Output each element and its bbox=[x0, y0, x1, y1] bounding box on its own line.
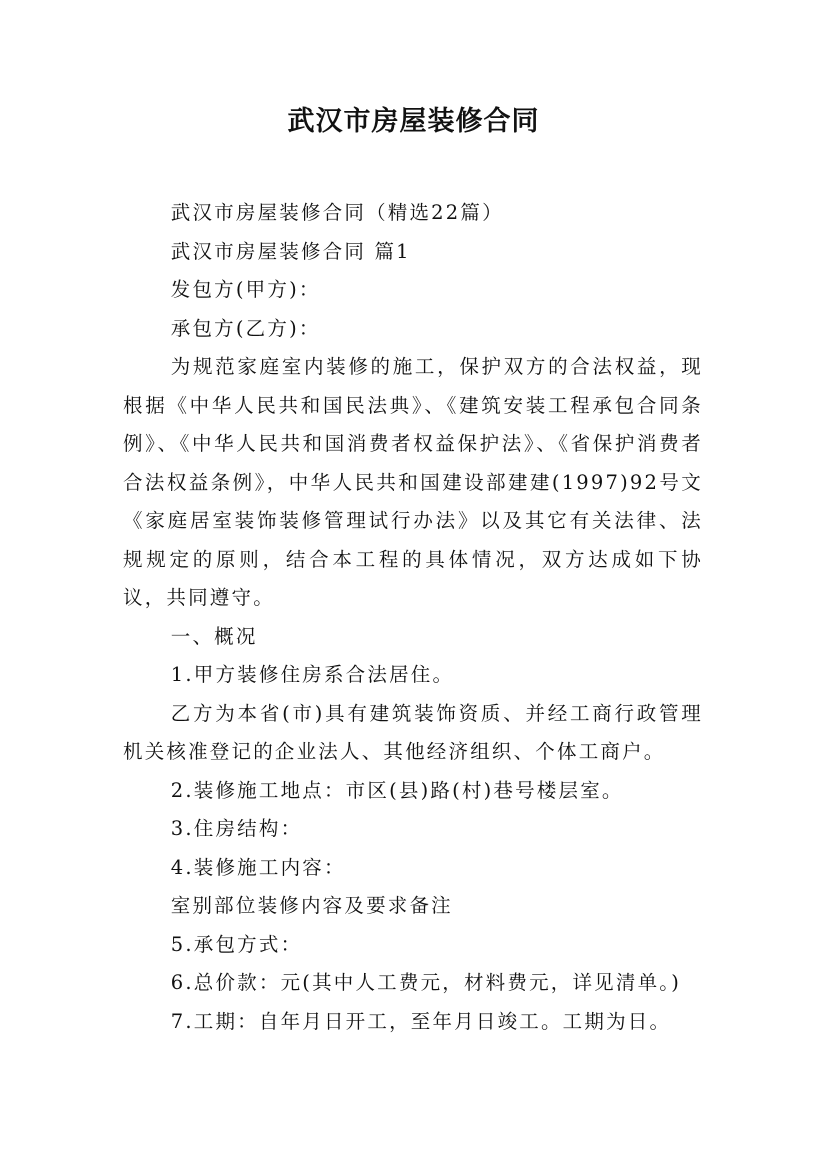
party-a-line: 发包方(甲方)： bbox=[170, 278, 321, 301]
clause-7-schedule: 7.工期：自年月日开工，至年月日竣工。工期为日。 bbox=[170, 1009, 672, 1033]
clause-4-content: 4.装修施工内容： bbox=[170, 855, 346, 879]
party-b-line: 承包方(乙方)： bbox=[170, 316, 321, 340]
clause-6-total-price: 6.总价款：元(其中人工费元，材料费元，详见清单。) bbox=[170, 971, 682, 994]
clause-contractor-qualification: 乙方为本省(市)具有建筑装饰资质、并经工商行政管理机关核准登记的企业法人、其他经济组织、个体工商户。 bbox=[123, 701, 703, 763]
document-title: 武汉市房屋装修合同 bbox=[287, 106, 540, 137]
subtitle-collection: 武汉市房屋装修合同（精选22篇） bbox=[170, 201, 504, 224]
clause-3-structure: 3.住房结构： bbox=[170, 817, 303, 840]
preamble-paragraph: 为规范家庭室内装修的施工，保护双方的合法权益，现根据《中华人民共和国民法典》、《建筑安装工程承包合同条例》、《中华人民共和国消费者权益保护法》、《省保护消费者合法权益条例》，中华人民共和国建设部建建(1997)92号文《家庭居室装饰装修管理试行办法》以及其它有关法律、法规规定的原则，结合本工程的具体情况，双方达成如下协议，共同遵守。 bbox=[123, 355, 703, 609]
content-table-header: 室别部位装修内容及要求备注 bbox=[170, 894, 453, 917]
section-overview-heading: 一、概况 bbox=[170, 624, 258, 648]
section-heading-part1: 武汉市房屋装修合同 篇1 bbox=[170, 239, 411, 263]
clause-1: 1.甲方装修住房系合法居住。 bbox=[170, 663, 455, 686]
document-body bbox=[123, 194, 703, 1041]
clause-5-contract-method: 5.承包方式： bbox=[170, 932, 303, 956]
clause-2-location: 2.装修施工地点：市区(县)路(村)巷号楼层室。 bbox=[170, 778, 624, 802]
